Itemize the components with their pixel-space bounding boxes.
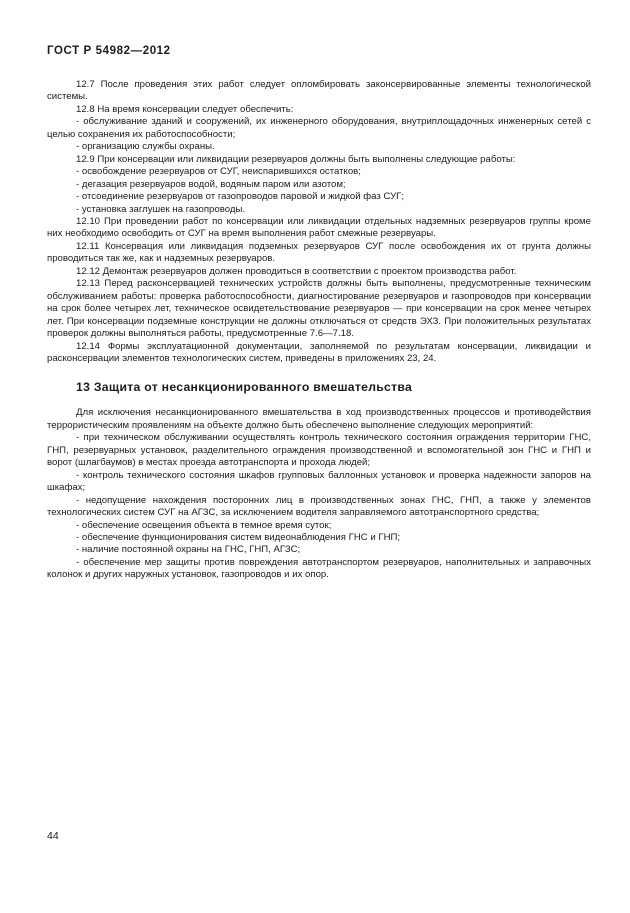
clause-12-10: 12.10 При проведении работ по консервации или ликвидации отдельных надземных резервуаров группы кроме них необходимо освободить от СУГ на время выполнения работ смежные резервуары. [47,215,591,240]
section-13-intro: Для исключения несанкционированного вмешательства в ход производственных процессов и противодействия террористическим проявлениям на объекте должно быть обеспечено выполнение следующих мероприятий: [47,407,591,431]
list-item: - обеспечение функционирования систем видеонаблюдения ГНС и ГНП; [76,531,401,543]
clause-12-12: 12.12 Демонтаж резервуаров должен проводиться в соответствии с проектом производства работ. [76,265,517,277]
clause-12-13: 12.13 Перед расконсервацией технических устройств должны быть выполнены, предусмотренные техническим обслуживанием работы: проверка работоспособности, диагностирование резервуаров и газопроводов при консервации на срок более четырех лет, техническое освидетельствование резервуаров — при консервации на срок менее четырех лет. При консервации подземные конструкции не должны отключаться от средств ЭХЗ. При положительных результатах проверок должны выполняться работы, предусмотренные 7.6—7.18. [47,278,591,340]
document-body [47,79,591,582]
list-item: - освобождение резервуаров от СУГ, неиспарившихся остатков; [76,166,361,178]
list-item: - обеспечение освещения объекта в темное время суток; [76,519,332,531]
clause-12-11: 12.11 Консервация или ликвидация подземных резервуаров СУГ после освобождения их от грунта должны проводиться так же, как и надземных резервуаров. [47,240,591,265]
clause-12-7: 12.7 После проведения этих работ следует опломбировать законсервированные элементы технологической системы. [47,79,591,103]
list-item: - контроль технического состояния шкафов групповых баллонных установок и проверка надежности запоров на шкафах; [47,469,591,494]
page-number: 44 [47,830,59,842]
clause-12-9: 12.9 При консервации или ликвидации резервуаров должны быть выполнены следующие работы: [76,153,516,165]
list-item: - обслуживание зданий и сооружений, их инженерного оборудования, внутриплощадочных инженерных сетей с целью сохранения их работоспособности; [47,116,591,140]
list-item: - отсоединение резервуаров от газопроводов паровой и жидкой фаз СУГ; [76,191,405,203]
document-header: ГОСТ Р 54982—2012 [47,45,171,57]
list-item: - недопущение нахождения посторонних лиц в производственных зонах ГНС, ГНП, а также у элементов технологических систем СУГ на АГЗС, за исключением водителя заправляемого автотранспортного средства; [47,494,591,519]
list-item: - обеспечение мер защиты против повреждения автотранспортом резервуаров, наполнительных и заправочных колонок и других наружных установок, газопроводов и их опор. [47,556,591,581]
list-item: - дегазация резервуаров водой, водяным паром или азотом; [76,178,346,190]
clause-12-8: 12.8 На время консервации следует обеспечить: [76,103,294,115]
section-13-heading: 13 Защита от несанкционированного вмешательства [76,380,413,395]
list-item: - установка заглушек на газопроводы. [76,203,246,215]
list-item: - наличие постоянной охраны на ГНС, ГНП, АГЗС; [76,544,301,556]
clause-12-14: 12.14 Формы эксплуатационной документации, заполняемой по результатам консервации, ликвидации и расконсервации элементов технологических систем, приведены в приложениях 23, 24. [47,340,591,364]
list-item: - организацию службы охраны. [76,141,215,153]
list-item: - при техническом обслуживании осуществлять контроль технического состояния ограждения территории ГНС, ГНП, резервуарных установок, разделительного ограждения производственной и вспомогательной зон ГНС и ГНП и ворот (шлагбаумов) в местах проезда автотранспорта и прохода людей; [47,432,591,469]
